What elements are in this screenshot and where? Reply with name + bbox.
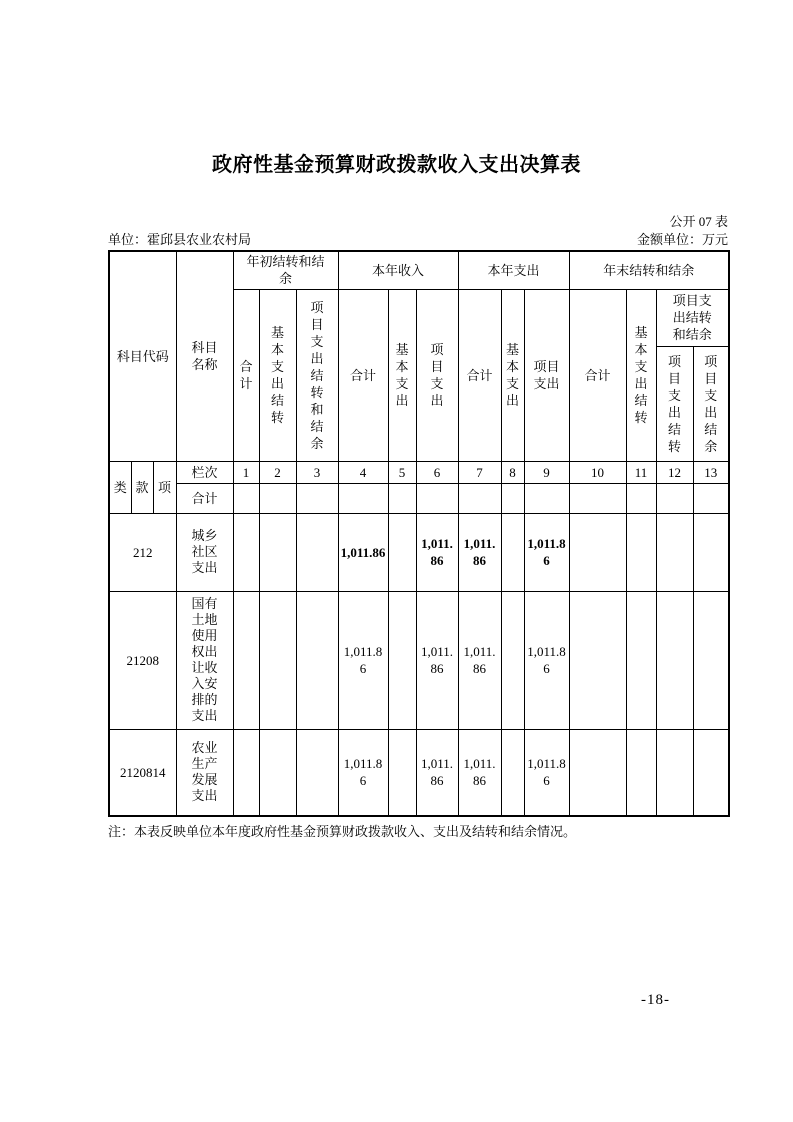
header-group-row — [109, 251, 729, 289]
column-number: 5 — [388, 461, 416, 483]
empty-cell — [458, 483, 501, 513]
subject-name-cell: 国有土地使用权出让收入安排的支出 — [176, 591, 233, 729]
header-col-6-project: 项目支出 — [416, 289, 458, 461]
subject-name-cell: 合计 — [176, 483, 233, 513]
empty-cell — [259, 591, 296, 729]
empty-cell — [233, 591, 259, 729]
header-col-1-total: 合计 — [233, 289, 259, 461]
column-number: 3 — [296, 461, 338, 483]
value-cell: 1,011.86 — [416, 591, 458, 729]
empty-cell — [388, 483, 416, 513]
empty-cell — [693, 729, 729, 816]
empty-cell — [259, 513, 296, 591]
empty-cell — [233, 483, 259, 513]
empty-cell — [296, 513, 338, 591]
value-cell: 1,011.86 — [524, 591, 569, 729]
header-col-12-project-carryover: 项目支出结转 — [656, 346, 693, 461]
column-number: 7 — [458, 461, 501, 483]
empty-cell — [626, 729, 656, 816]
header-subject-code: 科目代码 — [109, 251, 176, 461]
empty-cell — [233, 513, 259, 591]
meta-right — [637, 213, 728, 248]
empty-cell — [524, 483, 569, 513]
empty-cell — [296, 483, 338, 513]
empty-cell — [501, 483, 524, 513]
header-col-5-basic: 基本支出 — [388, 289, 416, 461]
page-number: -18- — [641, 992, 670, 1008]
header-subject-name: 科目名称 — [176, 251, 233, 461]
column-number: 11 — [626, 461, 656, 483]
empty-cell — [296, 591, 338, 729]
empty-cell — [656, 513, 693, 591]
header-col-13-project-surplus: 项目支出结余 — [693, 346, 729, 461]
empty-cell — [388, 513, 416, 591]
value-cell: 1,011.86 — [416, 513, 458, 591]
header-group-year-revenue: 本年收入 — [338, 251, 458, 289]
column-number: 10 — [569, 461, 626, 483]
value-cell: 1,011.86 — [338, 591, 388, 729]
empty-cell — [656, 483, 693, 513]
column-number: 8 — [501, 461, 524, 483]
header-col-3-project-carryover: 项目支出结转和结余 — [296, 289, 338, 461]
column-number: 4 — [338, 461, 388, 483]
data-row-212 — [109, 513, 729, 591]
header-col-11-basic-carryover: 基本支出结转 — [626, 289, 656, 461]
header-group-year-expenditure: 本年支出 — [458, 251, 569, 289]
empty-cell — [338, 483, 388, 513]
subject-name-cell: 城乡社区支出 — [176, 513, 233, 591]
empty-cell — [626, 513, 656, 591]
empty-cell — [259, 729, 296, 816]
empty-cell — [416, 483, 458, 513]
lanci-label: 栏次 — [176, 461, 233, 483]
empty-cell — [693, 483, 729, 513]
header-group-yearend-balance: 年末结转和结余 — [569, 251, 729, 289]
header-col-10-total: 合计 — [569, 289, 626, 461]
value-cell: 1,011.86 — [458, 729, 501, 816]
column-number: 6 — [416, 461, 458, 483]
empty-cell — [259, 483, 296, 513]
header-col-7-total: 合计 — [458, 289, 501, 461]
data-row-2120814 — [109, 729, 729, 816]
header-col-4-total: 合计 — [338, 289, 388, 461]
column-number: 9 — [524, 461, 569, 483]
document-content — [108, 213, 728, 840]
code-part-section: 款 — [131, 461, 153, 513]
table-meta — [108, 213, 728, 248]
header-subgroup-project-carryover: 项目支出结转和结余 — [656, 289, 729, 346]
header-col-9-project: 项目支出 — [524, 289, 569, 461]
empty-cell — [501, 513, 524, 591]
empty-cell — [501, 729, 524, 816]
value-cell: 1,011.86 — [458, 591, 501, 729]
subject-name-cell: 农业生产发展支出 — [176, 729, 233, 816]
column-index-row — [109, 461, 729, 483]
value-cell: 1,011.86 — [458, 513, 501, 591]
value-cell: 1,011.86 — [524, 729, 569, 816]
subject-code-cell: 212 — [109, 513, 176, 591]
table-note: 注：本表反映单位本年度政府性基金预算财政拨款收入、支出及结转和结余情况。 — [108, 824, 577, 840]
empty-cell — [693, 513, 729, 591]
subject-code-cell: 21208 — [109, 591, 176, 729]
value-cell: 1,011.86 — [416, 729, 458, 816]
amount-unit-label: 金额单位：万元 — [636, 231, 728, 247]
budget-table — [108, 250, 730, 817]
value-cell: 1,011.86 — [524, 513, 569, 591]
empty-cell — [569, 483, 626, 513]
page-title: 政府性基金预算财政拨款收入支出决算表 — [212, 154, 581, 176]
header-group-beginning-balance: 年初结转和结余 — [233, 251, 338, 289]
empty-cell — [233, 729, 259, 816]
empty-cell — [693, 591, 729, 729]
empty-cell — [569, 591, 626, 729]
value-cell: 1,011.86 — [338, 729, 388, 816]
value-cell: 1,011.86 — [338, 513, 388, 591]
column-number: 1 — [233, 461, 259, 483]
empty-cell — [569, 513, 626, 591]
header-col-2-basic-carryover: 基本支出结转 — [259, 289, 296, 461]
unit-label: 单位：霍邱县农业农村局 — [108, 231, 252, 247]
empty-cell — [501, 591, 524, 729]
empty-cell — [656, 729, 693, 816]
empty-cell — [296, 729, 338, 816]
empty-cell — [656, 591, 693, 729]
column-number: 13 — [693, 461, 729, 483]
code-part-item: 项 — [153, 461, 176, 513]
header-col-8-basic: 基本支出 — [501, 289, 524, 461]
data-row-21208 — [109, 591, 729, 729]
column-number: 2 — [259, 461, 296, 483]
empty-cell — [388, 729, 416, 816]
total-row — [109, 483, 729, 513]
doc-code-label: 公开 07 表 — [669, 214, 728, 229]
empty-cell — [626, 483, 656, 513]
column-number: 12 — [656, 461, 693, 483]
empty-cell — [388, 591, 416, 729]
empty-cell — [626, 591, 656, 729]
code-part-category: 类 — [109, 461, 131, 513]
empty-cell — [569, 729, 626, 816]
subject-code-cell: 2120814 — [109, 729, 176, 816]
